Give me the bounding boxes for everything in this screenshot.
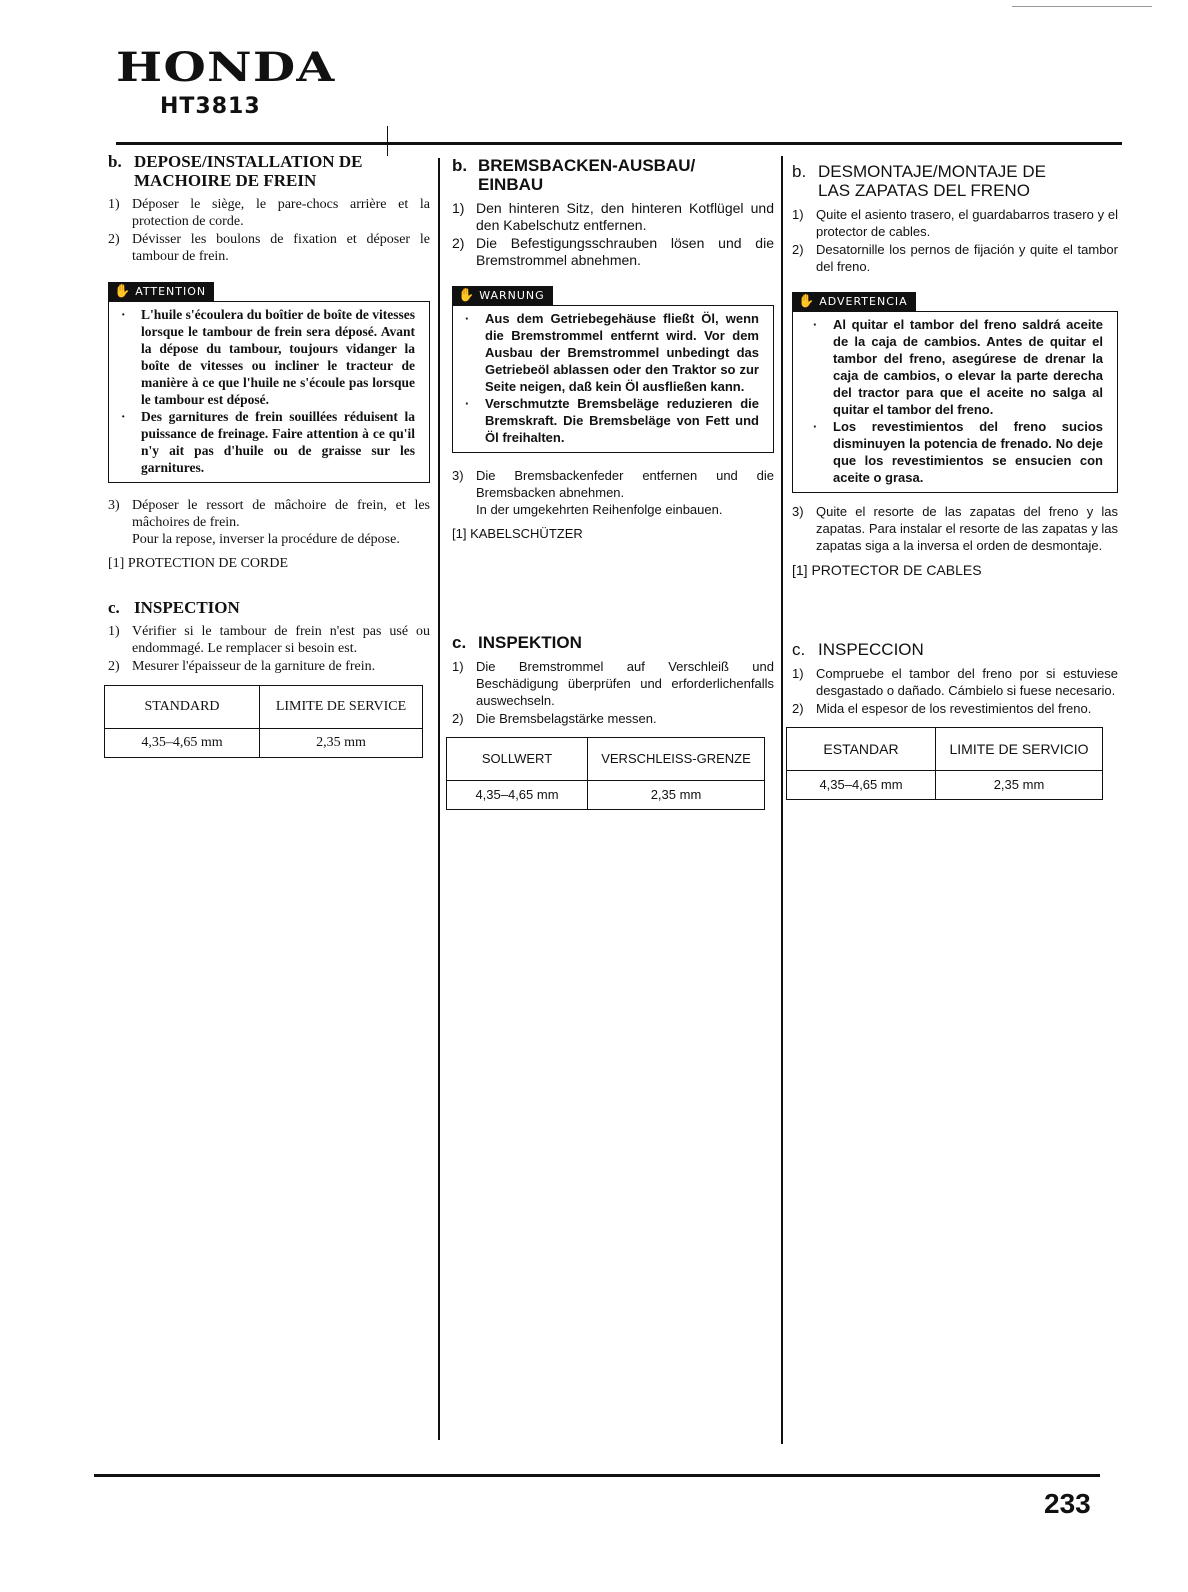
step-item: 2) Mida el espesor de los revestimientos del freno.	[792, 701, 1092, 716]
heading-b	[108, 152, 430, 190]
table-header: VERSCHLEISS-GRENZE	[588, 738, 765, 781]
heading-b-label: b.	[108, 152, 122, 171]
brand-logo: HONDA	[116, 44, 336, 91]
table-cell: 4,35–4,65 mm	[787, 771, 936, 800]
step-item: 1) Die Bremstrommel auf Verschleiß und Beschädigung überprüfen und erforderlichenfalls auswechseln.	[452, 659, 774, 708]
warning-box	[108, 301, 430, 483]
warning-box	[452, 305, 774, 453]
heading-c: c. INSPECCION	[792, 640, 924, 659]
warning-box	[792, 311, 1118, 493]
step-item: 2) Dévisser les boulons de fixation et déposer le tambour de frein.	[108, 232, 430, 264]
warning-hand-icon: ✋	[798, 294, 816, 309]
warning-item: · Los revestimientos del freno sucios disminuyen la potencia de frenado. No deje que los revestimientos se ensucien con aceite o grasa.	[813, 419, 1103, 485]
step-item: 3) Die Bremsbackenfeder entfernen und die Bremsbacken abnehmen. In der umgekehrten Reihenfolge einbauen.	[452, 468, 774, 517]
heading-b: b. BREMSBACKEN-AUSBAU/ EINBAU	[452, 156, 696, 194]
steps-b	[108, 196, 430, 265]
table-cell: 4,35–4,65 mm	[105, 729, 260, 758]
warning-item: · Aus dem Getriebegehäuse fließt Öl, wenn die Bremstrommel entfernt wird. Vor dem Ausbau der Bremstrommel unbedingt das Getriebeöl ablassen oder den Traktor so zur Seite neigen, daß kein Öl ausfließen kann.	[465, 311, 759, 394]
step-item: 2) Die Bremsbelagstärke messen.	[452, 711, 657, 726]
table-cell: 2,35 mm	[588, 781, 765, 810]
spec-table	[786, 727, 1103, 800]
warning-item: · Al quitar el tambor del freno saldrá aceite de la caja de cambios. Antes de quitar el tambor del freno, asegúrese de drenar la caja de cambios, o elevar la parte derecha del tractor para que el aceite no salga al quitar el tambor del freno.	[813, 317, 1103, 417]
steps-c	[792, 665, 1118, 717]
table-header: STANDARD	[105, 686, 260, 729]
step-item: 2) Desatornille los pernos de fijación y quite el tambor del freno.	[792, 242, 1118, 274]
header-rule	[116, 142, 1122, 145]
heading-b-line1: DEPOSE/INSTALLATION DE	[134, 152, 363, 171]
table-header: ESTANDAR	[787, 728, 936, 771]
column-french	[108, 152, 430, 758]
table-cell: 2,35 mm	[936, 771, 1103, 800]
parts-reference: [1] PROTECTOR DE CABLES	[792, 562, 982, 578]
steps-c	[452, 658, 774, 727]
table-header: SOLLWERT	[447, 738, 588, 781]
steps-b	[452, 200, 774, 269]
heading-c: c. INSPECTION	[108, 598, 240, 617]
footer-rule	[94, 1474, 1100, 1477]
step-item: 1) Den hinteren Sitz, den hinteren Kotflügel und den Kabelschutz entfernen.	[452, 200, 774, 233]
heading-b: b. DESMONTAJE/MONTAJE DE LAS ZAPATAS DEL FRENO	[792, 162, 1046, 200]
column-spanish	[792, 162, 1118, 800]
column-divider-2	[781, 156, 783, 1444]
step-item: 1) Déposer le siège, le pare-chocs arrière et la protection de corde.	[108, 197, 430, 229]
step-item: 3) Quite el resorte de las zapatas del freno y las zapatas. Para instalar el resorte de las zapatas y las zapatas siga a la inversa el orden de desmontaje.	[792, 504, 1118, 553]
top-edge-rule	[1012, 6, 1152, 7]
model-number: HT3813	[160, 94, 261, 119]
table-header: LIMITE DE SERVICE	[260, 686, 423, 729]
parts-reference: [1] KABELSCHÜTZER	[452, 526, 583, 541]
heading-c: c. INSPEKTION	[452, 633, 582, 652]
warning-hand-icon: ✋	[458, 288, 476, 303]
warning-item: · Verschmutzte Bremsbeläge reduzieren die Bremskraft. Die Bremsbeläge von Fett und Öl freihalten.	[465, 396, 759, 445]
warning-label: ✋ ATTENTION	[108, 282, 214, 301]
step-item: 2) Die Befestigungsschrauben lösen und die Bremstrommel abnehmen.	[452, 235, 774, 268]
column-divider-1	[438, 158, 440, 1440]
warning-hand-icon: ✋	[114, 284, 132, 299]
table-cell: 2,35 mm	[260, 729, 423, 758]
warning-item: · L'huile s'écoulera du boîtier de boîte de vitesses lorsque le tambour de frein sera déposé. Avant la dépose du tambour, toujours vidanger la boîte de vitesses ou incliner le tracteur de manière à ce que l'huile ne s'écoule pas lorsque le tambour est déposé.	[121, 307, 415, 407]
warning-label: ✋ WARNUNG	[452, 286, 553, 305]
steps-c	[108, 623, 430, 675]
spec-table	[104, 685, 423, 758]
step-item: 1) Quite el asiento trasero, el guardabarros trasero y el protector de cables.	[792, 207, 1118, 239]
step-item: 1) Compruebe el tambor del freno por si estuviese desgastado o dañado. Cámbielo si fuese necesario.	[792, 666, 1118, 698]
step-3	[792, 503, 1118, 554]
warning-label: ✋ ADVERTENCIA	[792, 292, 916, 311]
steps-b	[792, 206, 1118, 275]
step-item: 1) Vérifier si le tambour de frein n'est pas usé ou endommagé. Le remplacer si besoin est.	[108, 624, 430, 656]
page-number: 233	[1044, 1488, 1091, 1519]
table-cell: 4,35–4,65 mm	[447, 781, 588, 810]
step-item: 2) Mesurer l'épaisseur de la garniture de frein.	[108, 659, 376, 674]
column-german	[452, 156, 774, 810]
step-3	[108, 497, 430, 548]
parts-reference: [1] PROTECTION DE CORDE	[108, 556, 289, 571]
spec-table	[446, 737, 765, 810]
table-header: LIMITE DE SERVICIO	[936, 728, 1103, 771]
step-3	[452, 467, 774, 518]
warning-item: · Des garnitures de frein souillées réduisent la puissance de freinage. Faire attention à ce qu'il n'y ait pas d'huile ou de graisse sur les garnitures.	[121, 409, 415, 475]
step-item: 3) Déposer le ressort de mâchoire de frein, et les mâchoires de frein. Pour la repose, inverser la procédure de dépose.	[108, 498, 430, 547]
heading-b-line2: MACHOIRE DE FREIN	[134, 171, 317, 190]
